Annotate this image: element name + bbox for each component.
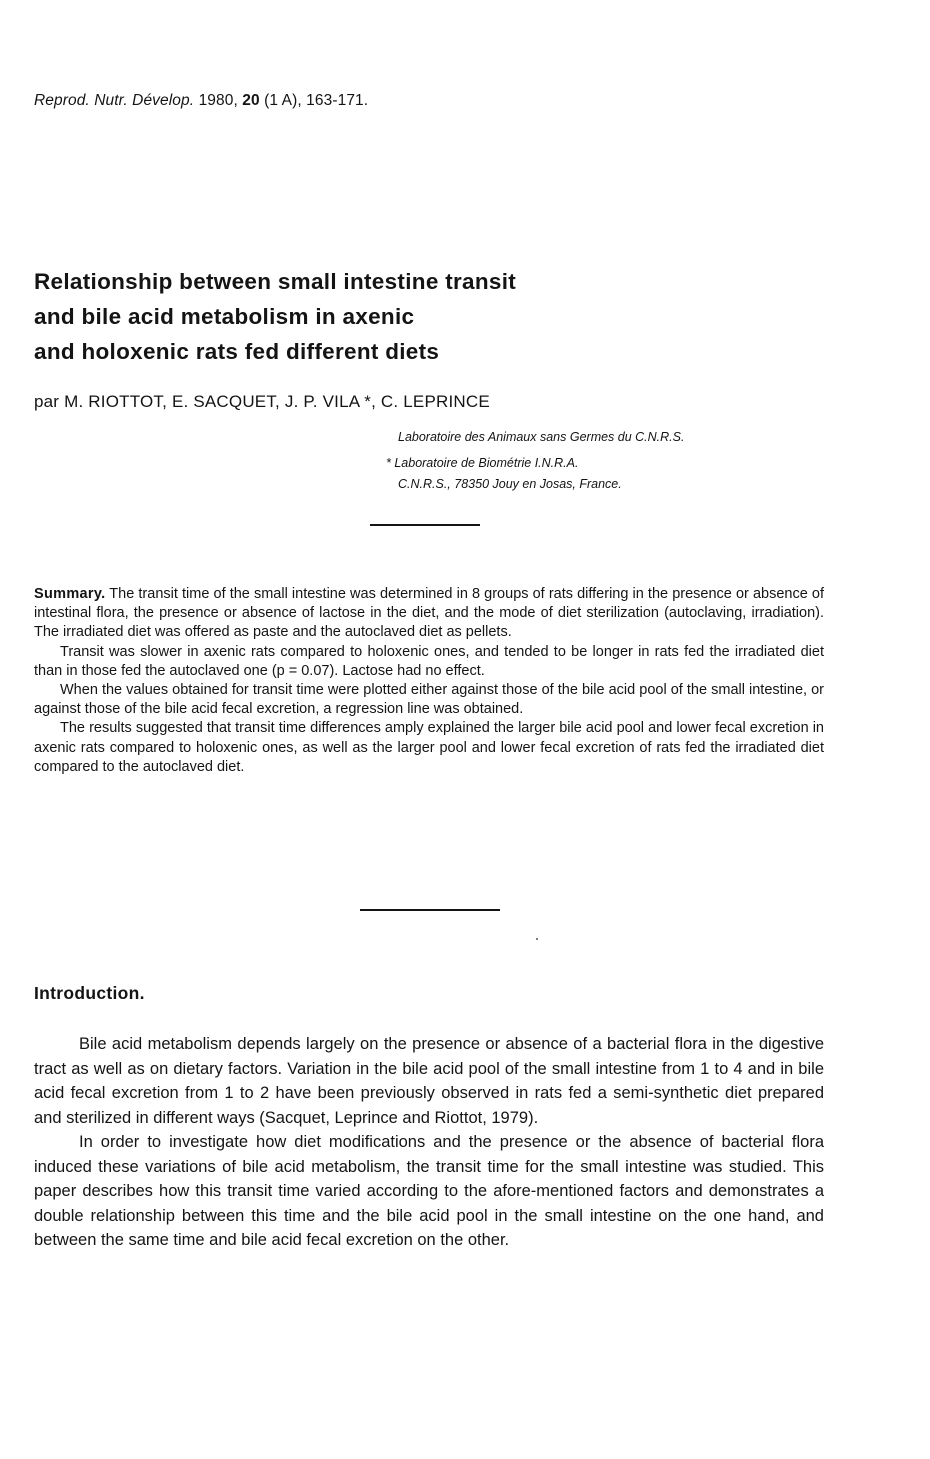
introduction-heading: Introduction. [34, 983, 145, 1003]
title-line-1: Relationship between small intestine transit [34, 269, 517, 294]
summary-paragraph-3: When the values obtained for transit time were plotted either against those of the bile acid pool of the small intestine, or against those of the bile acid fecal excretion, a regression line was obtained. [34, 682, 824, 718]
citation-year: 1980, [194, 92, 243, 109]
summary-paragraph-1 [34, 585, 824, 643]
summary-paragraph-2: Transit was slower in axenic rats compared to holoxenic ones, and tended to be longer in rats fed the irradiated diet than in those fed the autoclaved one (p = 0.07). Lactose had no effect. [34, 643, 824, 679]
summary-label: Summary. [34, 586, 106, 602]
journal-name: Reprod. Nutr. Dévelop. [34, 92, 195, 109]
citation-issue-pages: (1 A), 163-171. [259, 92, 369, 109]
affiliation-line-1: Laboratoire des Animaux sans Germes du C.N.R.S. [398, 430, 685, 444]
paper-title [34, 264, 754, 369]
affiliation-line-2: * Laboratoire de Biométrie I.N.R.A. [386, 456, 579, 470]
summary-paragraph-4: The results suggested that transit time differences amply explained the larger bile acid pool and lower fecal excretion in axenic rats compared to holoxenic ones, as well as the larger pool and lower fecal excretion of rats fed the irradiated diet compared to the autoclaved diet. [34, 720, 824, 775]
speck-mark [536, 938, 538, 940]
introduction-body [34, 1032, 824, 1253]
title-line-2: and bile acid metabolism in axenic [34, 304, 415, 329]
separator-rule-top [370, 524, 480, 526]
introduction-paragraph-2: In order to investigate how diet modifications and the presence or the absence of bacterial flora induced these variations of bile acid metabolism, the transit time for the small intestine was studied. This paper describes how this transit time varied according to the afore-mentioned factors and demonstrates a double relationship between this time and the bile acid pool in the small intestine on the one hand, and between the same time and bile acid fecal excretion on the other. [34, 1133, 824, 1249]
separator-rule-bottom [360, 909, 500, 911]
introduction-paragraph-1: Bile acid metabolism depends largely on the presence or absence of a bacterial flora in the digestive tract as well as on dietary factors. Variation in the bile acid pool of the small intestine from 1 to 4 and in bile acid fecal excretion from 1 to 2 have been previously observed in rats fed a semi-synthetic diet prepared and sterilized in different ways (Sacquet, Leprince and Riottot, 1979). [34, 1035, 824, 1127]
summary-paragraph-1-text: The transit time of the small intestine was determined in 8 groups of rats differing in the presence or absence of intestinal flora, the presence or absence of lactose in the diet, and the mode of diet sterilization (autoclaving, irradiation). The irradiated diet was offered as paste and the autoclaved diet as pellets. [34, 586, 824, 641]
citation-line [34, 92, 368, 110]
citation-volume: 20 [242, 92, 260, 109]
summary-section [34, 585, 824, 777]
title-line-3: and holoxenic rats fed different diets [34, 339, 440, 364]
author-list: par M. RIOTTOT, E. SACQUET, J. P. VILA *, C. LEPRINCE [34, 392, 490, 411]
affiliation-line-3: C.N.R.S., 78350 Jouy en Josas, France. [398, 477, 622, 491]
